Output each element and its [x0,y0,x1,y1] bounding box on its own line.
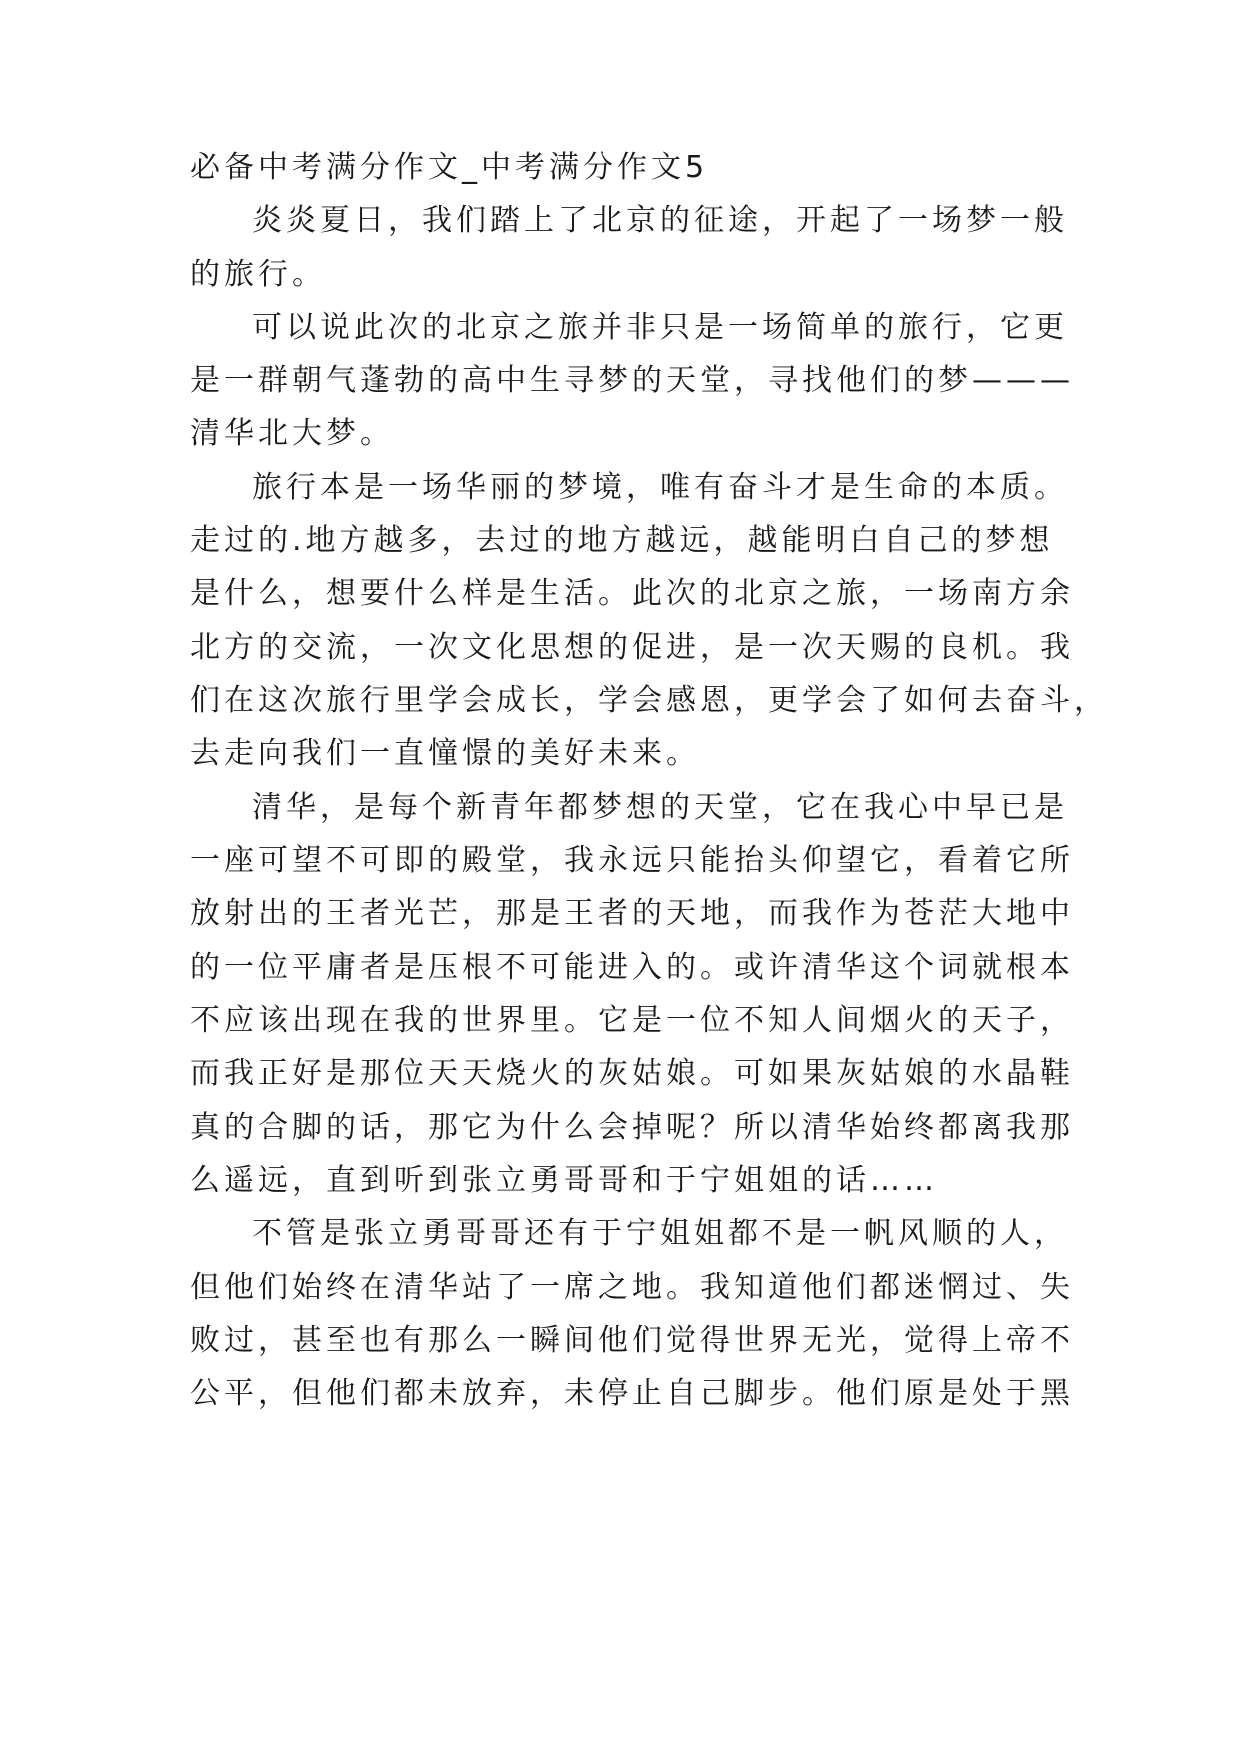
paragraph-4-line-8: 么遥远，直到听到张立勇哥哥和于宁姐姐的话…… [190,1163,938,1198]
paragraph-3-line-2: 走过的.地方越多，去过的地方越远，越能明白自己的梦想 [190,523,1054,558]
paragraph-3-line-1: 旅行本是一场华丽的梦境，唯有奋斗才是生命的本质。 [252,470,1068,505]
paragraph-4-line-1: 清华，是每个新青年都梦想的天堂，它在我心中早已是 [252,790,1068,825]
paragraph-5-line-2: 但他们始终在清华站了一席之地。我知道他们都迷惘过、失 [190,1270,1074,1305]
paragraph-5-line-4: 公平，但他们都未放弃，未停止自己脚步。他们原是处于黑 [190,1376,1074,1411]
paragraph-2-line-3: 清华北大梦。 [190,416,394,451]
paragraph-4-line-7: 真的合脚的话，那它为什么会掉呢？所以清华始终都离我那 [190,1110,1074,1145]
paragraph-3-line-3: 是什么，想要什么样是生活。此次的北京之旅，一场南方余 [190,576,1074,611]
paragraph-1-line-2: 的旅行。 [190,257,326,292]
paragraph-2-line-2: 是一群朝气蓬勃的高中生寻梦的天堂，寻找他们的梦——— [190,363,1074,398]
paragraph-4-line-3: 放射出的王者光芒，那是王者的天地，而我作为苍茫大地中 [190,896,1074,931]
paragraph-4-line-5: 不应该出现在我的世界里。它是一位不知人间烟火的天子， [190,1003,1074,1038]
paragraph-4-line-6: 而我正好是那位天天烧火的灰姑娘。可如果灰姑娘的水晶鞋 [190,1056,1074,1091]
paragraph-5-line-3: 败过，甚至也有那么一瞬间他们觉得世界无光，觉得上帝不 [190,1323,1074,1358]
paragraph-2-line-1: 可以说此次的北京之旅并非只是一场简单的旅行，它更 [252,310,1068,345]
document-title: 必备中考满分作文_中考满分作文5 [190,150,709,185]
paragraph-1-line-1: 炎炎夏日，我们踏上了北京的征途，开起了一场梦一般 [252,203,1068,238]
paragraph-4-line-2: 一座可望不可即的殿堂，我永远只能抬头仰望它，看着它所 [190,843,1074,878]
paragraph-3-line-6: 去走向我们一直憧憬的美好未来。 [190,736,700,771]
paragraph-3-line-5: 们在这次旅行里学会成长，学会感恩，更学会了如何去奋斗， [190,683,1108,718]
paragraph-5-line-1: 不管是张立勇哥哥还有于宁姐姐都不是一帆风顺的人， [252,1216,1068,1251]
paragraph-4-line-4: 的一位平庸者是压根不可能进入的。或许清华这个词就根本 [190,950,1074,985]
paragraph-3-line-4: 北方的交流，一次文化思想的促进，是一次天赐的良机。我 [190,630,1074,665]
